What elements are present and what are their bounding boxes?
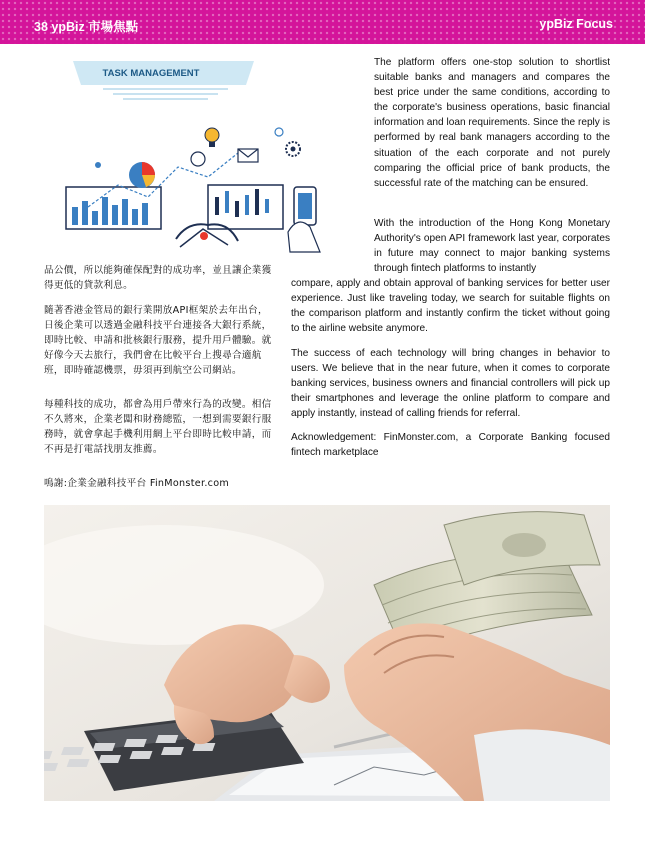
english-acknowledgement: Acknowledgement: FinMonster.com, a Corporate Banking focused fintech marketplace — [291, 432, 610, 459]
banner-title: TASK MANAGEMENT — [102, 68, 200, 79]
chinese-acknowledgement: 鳴謝:企業金融科技平台 FinMonster.com — [44, 478, 230, 489]
smartphone-icon — [294, 187, 316, 225]
pie-chart-icon — [129, 162, 155, 188]
email-icon — [238, 149, 258, 162]
english-paragraph-2-intro: With the introduction of the Hong Kong Monetary Authority's open API framework last year, corporates in future may connect to major banking systems through fintech platforms to instantly — [374, 218, 610, 275]
page-number-section-label: 38 ypBiz 市場焦點 — [34, 20, 139, 34]
english-paragraph-2-continued: compare, apply and obtain approval of banking services for better user experience. Just like traveling today, we search for suitable flights on the comparison platform and instantly confirm the ticket without going to the airline website anymore. — [291, 278, 610, 335]
chinese-paragraph-1: 品公價，所以能夠確保配對的成功率，並且讓企業獲得更低的貸款利息。 — [44, 265, 272, 292]
calculator-cash-photo — [44, 505, 610, 801]
section-title: ypBiz Focus — [539, 17, 613, 31]
lightbulb-icon — [205, 128, 219, 147]
bar-chart-icon — [66, 187, 161, 229]
task-management-illustration — [58, 57, 328, 257]
english-paragraph-1: The platform offers one-stop solution to shortlist suitable banks and managers and compares the best price under the same conditions, according to the corporate's business operations, basic financial information and loan requirements. Since the reply is performed by real bank managers according to the situation of the each corporate and not purely comparing the official price of bank products, the successful rate of the matching can be ensured. — [374, 57, 610, 189]
page-header — [0, 0, 645, 44]
chinese-paragraph-2: 隨著香港金管局的銀行業開放API框架於去年出台，日後企業可以透過金融科技平台連接各大銀行系統，即時比較、申請和批核銀行服務，提升用戶體驗。就好像今天去旅行，我們會在比較平台上搜尋合適航班，即時確認機票，毋須再到航空公司網站。 — [44, 305, 272, 377]
chinese-paragraph-3: 每種科技的成功，都會為用戶帶來行為的改變。相信不久將來，企業老闆和財務總監，一想到需要銀行服務時，就會拿起手機利用網上平台即時比較申請，而不再是打電話找朋友推薦。 — [44, 399, 272, 456]
gear-icon — [286, 142, 300, 156]
candlestick-chart — [208, 185, 283, 229]
english-paragraph-3: The success of each technology will bring changes in behavior to users. We believe that in the near future, when it comes to corporate banking services, business owners and financial controllers will pick up their smartphones and leverage the online platform to compare and apply instantly, instead of calling friends for referral. — [291, 348, 610, 420]
